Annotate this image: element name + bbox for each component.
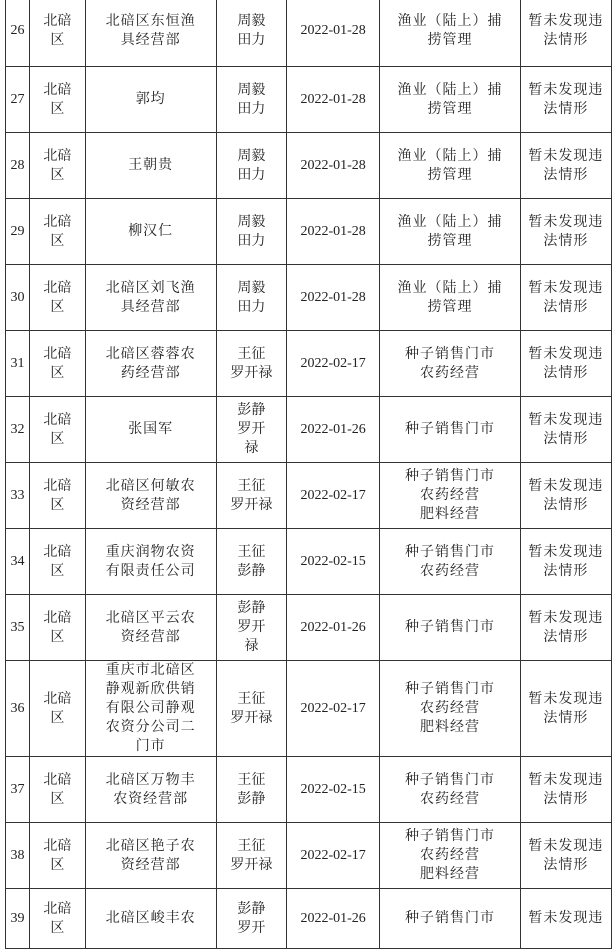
cell-number-text: 35 bbox=[10, 620, 25, 635]
cell-date bbox=[286, 529, 379, 595]
cell-number bbox=[6, 67, 30, 133]
cell-number-text: 30 bbox=[10, 290, 25, 305]
cell-inspection-type-line: 种子销售门市 bbox=[404, 421, 495, 437]
cell-number-text: 29 bbox=[10, 224, 25, 239]
cell-result-line: 法情形 bbox=[543, 31, 589, 48]
cell-date bbox=[286, 265, 379, 331]
cell-date-text: 2022-01-26 bbox=[300, 620, 366, 635]
cell-date bbox=[286, 133, 379, 199]
cell-number bbox=[6, 265, 30, 331]
cell-entity-name-line: 资经营部 bbox=[120, 496, 181, 513]
cell-district-line: 区 bbox=[50, 232, 65, 249]
table-row bbox=[6, 757, 612, 823]
cell-inspectors bbox=[216, 67, 286, 133]
cell-district-line: 北碚 bbox=[43, 837, 72, 854]
cell-district-line: 北碚 bbox=[43, 477, 72, 494]
cell-entity-name bbox=[85, 823, 216, 889]
cell-number bbox=[6, 757, 30, 823]
cell-date-text: 2022-01-28 bbox=[300, 290, 366, 305]
cell-inspectors bbox=[216, 463, 286, 529]
cell-district-line: 区 bbox=[50, 364, 65, 381]
cell-date-text: 2022-01-26 bbox=[300, 422, 366, 437]
cell-inspection-type-line: 农药经营 bbox=[419, 790, 480, 807]
cell-inspection-type-line: 渔业（陆上）捕 bbox=[397, 213, 503, 230]
cell-inspection-type-line: 种子销售门市 bbox=[404, 771, 495, 788]
cell-result-line: 暂未发现违 bbox=[528, 12, 604, 29]
cell-inspectors bbox=[216, 529, 286, 595]
cell-result-line: 法情形 bbox=[543, 562, 589, 579]
table-row bbox=[6, 331, 612, 397]
cell-number-text: 28 bbox=[10, 158, 25, 173]
cell-inspectors-line: 罗开禄 bbox=[230, 496, 273, 513]
cell-entity-name-line: 柳汉仁 bbox=[128, 223, 174, 239]
cell-date bbox=[286, 889, 379, 949]
cell-entity-name-line: 有限公司静观 bbox=[105, 700, 196, 716]
cell-result bbox=[520, 757, 611, 823]
cell-result-line: 法情形 bbox=[543, 364, 589, 381]
cell-entity-name-line: 北碚区刘飞渔 bbox=[105, 279, 196, 296]
cell-district-line: 区 bbox=[50, 166, 65, 183]
cell-result bbox=[520, 823, 611, 889]
table-row bbox=[6, 661, 612, 757]
table-row bbox=[6, 463, 612, 529]
cell-inspection-type-line: 肥料经营 bbox=[419, 719, 480, 735]
table-row bbox=[6, 199, 612, 265]
cell-entity-name-line: 张国军 bbox=[128, 421, 174, 437]
cell-district-line: 北碚 bbox=[43, 213, 72, 230]
cell-number bbox=[6, 0, 30, 67]
cell-district-line: 北碚 bbox=[43, 81, 72, 98]
table-row bbox=[6, 823, 612, 889]
cell-district-line: 北碚 bbox=[43, 279, 72, 296]
cell-date-text: 2022-02-17 bbox=[300, 488, 366, 503]
table-row bbox=[6, 889, 612, 949]
cell-inspection-type-line: 渔业（陆上）捕 bbox=[397, 279, 503, 296]
cell-inspectors-line: 田力 bbox=[237, 100, 266, 117]
cell-inspection-type-line: 农药经营 bbox=[419, 847, 480, 863]
cell-inspectors-line: 田力 bbox=[237, 232, 266, 249]
cell-date-text: 2022-01-28 bbox=[300, 92, 366, 107]
cell-result bbox=[520, 265, 611, 331]
cell-date-text: 2022-02-17 bbox=[300, 356, 366, 371]
cell-inspection-type-line: 捞管理 bbox=[427, 166, 473, 183]
cell-date bbox=[286, 0, 379, 67]
cell-number-text: 36 bbox=[10, 701, 25, 716]
cell-district-line: 区 bbox=[50, 709, 65, 726]
cell-inspection-type-line: 种子销售门市 bbox=[404, 619, 495, 635]
cell-inspection-type bbox=[380, 0, 520, 67]
cell-date-text: 2022-02-15 bbox=[300, 554, 366, 569]
cell-inspectors-line: 彭静 bbox=[237, 900, 266, 917]
cell-inspectors-line: 田力 bbox=[237, 298, 266, 315]
cell-date bbox=[286, 67, 379, 133]
cell-district-line: 区 bbox=[50, 562, 65, 579]
cell-inspectors bbox=[216, 757, 286, 823]
cell-result-line: 暂未发现违 bbox=[528, 477, 604, 494]
cell-inspectors-line: 罗开禄 bbox=[230, 364, 273, 381]
table-row bbox=[6, 0, 612, 67]
cell-number-text: 27 bbox=[10, 92, 25, 107]
cell-inspection-type-line: 渔业（陆上）捕 bbox=[397, 12, 503, 29]
cell-inspection-type bbox=[380, 529, 520, 595]
cell-entity-name-line: 北碚区蓉蓉农 bbox=[105, 345, 196, 362]
cell-result-line: 暂未发现违 bbox=[528, 543, 604, 560]
cell-district bbox=[30, 661, 86, 757]
cell-inspectors bbox=[216, 0, 286, 67]
cell-entity-name-line: 北碚区平云农 bbox=[105, 609, 196, 626]
cell-inspection-type-line: 渔业（陆上）捕 bbox=[397, 81, 503, 98]
cell-district-line: 北碚 bbox=[43, 690, 72, 707]
cell-inspectors-line: 王征 bbox=[237, 837, 266, 854]
cell-inspection-type bbox=[380, 331, 520, 397]
cell-inspectors-line: 周毅 bbox=[237, 279, 266, 296]
cell-inspection-type-line: 种子销售门市 bbox=[404, 910, 495, 926]
cell-number bbox=[6, 661, 30, 757]
cell-entity-name-line: 有限责任公司 bbox=[105, 562, 196, 579]
cell-district bbox=[30, 265, 86, 331]
cell-entity-name bbox=[85, 133, 216, 199]
cell-inspectors bbox=[216, 595, 286, 661]
cell-inspectors bbox=[216, 265, 286, 331]
cell-entity-name bbox=[85, 67, 216, 133]
table-row bbox=[6, 67, 612, 133]
cell-inspection-type-line: 捞管理 bbox=[427, 100, 473, 117]
cell-number-text: 32 bbox=[10, 422, 25, 437]
cell-inspectors-line: 彭静 bbox=[237, 790, 266, 807]
cell-district-line: 北碚 bbox=[43, 609, 72, 626]
cell-district-line: 北碚 bbox=[43, 12, 72, 29]
cell-result-line: 暂未发现违 bbox=[528, 345, 604, 362]
cell-district bbox=[30, 397, 86, 463]
cell-inspectors-line: 彭静 bbox=[237, 600, 266, 616]
cell-inspection-type bbox=[380, 661, 520, 757]
cell-district-line: 北碚 bbox=[43, 345, 72, 362]
cell-result bbox=[520, 595, 611, 661]
cell-date bbox=[286, 397, 379, 463]
cell-inspectors-line: 罗开 bbox=[237, 619, 266, 635]
cell-inspectors-line: 王征 bbox=[237, 771, 266, 788]
table-row bbox=[6, 529, 612, 595]
cell-entity-name-line: 北碚区峻丰农 bbox=[105, 910, 196, 926]
cell-entity-name-line: 门市 bbox=[135, 738, 166, 754]
cell-date-text: 2022-02-17 bbox=[300, 848, 366, 863]
cell-number bbox=[6, 331, 30, 397]
cell-result-line: 法情形 bbox=[543, 166, 589, 183]
cell-result-line: 暂未发现违 bbox=[528, 279, 604, 296]
cell-result-line: 法情形 bbox=[543, 430, 589, 447]
cell-entity-name bbox=[85, 757, 216, 823]
cell-result-line: 暂未发现违 bbox=[528, 690, 604, 707]
cell-inspection-type-line: 农药经营 bbox=[419, 562, 480, 579]
cell-district-line: 区 bbox=[50, 31, 65, 48]
cell-inspection-type bbox=[380, 265, 520, 331]
cell-date bbox=[286, 823, 379, 889]
cell-number-text: 26 bbox=[10, 23, 25, 38]
cell-inspection-type-line: 种子销售门市 bbox=[404, 681, 495, 697]
cell-district-line: 北碚 bbox=[43, 411, 72, 428]
cell-entity-name-line: 重庆润物农资 bbox=[105, 543, 196, 560]
cell-number bbox=[6, 199, 30, 265]
cell-district-line: 区 bbox=[50, 790, 65, 807]
cell-inspectors-line: 罗开禄 bbox=[230, 709, 273, 726]
cell-inspectors-line: 王征 bbox=[237, 477, 266, 494]
cell-district bbox=[30, 529, 86, 595]
cell-entity-name-line: 北碚区何敏农 bbox=[105, 477, 196, 494]
cell-district bbox=[30, 463, 86, 529]
cell-entity-name bbox=[85, 889, 216, 949]
cell-entity-name-line: 农资经营部 bbox=[113, 790, 189, 807]
cell-entity-name bbox=[85, 463, 216, 529]
cell-inspection-type bbox=[380, 757, 520, 823]
cell-inspectors-line: 禄 bbox=[244, 440, 259, 456]
cell-district bbox=[30, 199, 86, 265]
cell-inspectors-line: 罗开禄 bbox=[230, 856, 273, 873]
cell-district-line: 区 bbox=[50, 919, 65, 936]
cell-entity-name bbox=[85, 0, 216, 67]
cell-district bbox=[30, 67, 86, 133]
cell-inspection-type-line: 捞管理 bbox=[427, 298, 473, 315]
cell-inspectors-line: 周毅 bbox=[237, 213, 266, 230]
cell-number bbox=[6, 133, 30, 199]
cell-inspection-type-line: 捞管理 bbox=[427, 232, 473, 249]
cell-entity-name-line: 药经营部 bbox=[120, 364, 181, 381]
cell-inspection-type bbox=[380, 199, 520, 265]
cell-entity-name-line: 北碚区艳子农 bbox=[105, 837, 196, 854]
cell-entity-name bbox=[85, 199, 216, 265]
cell-district bbox=[30, 133, 86, 199]
cell-inspection-type-line: 肥料经营 bbox=[419, 506, 480, 522]
cell-entity-name bbox=[85, 331, 216, 397]
cell-inspectors-line: 王征 bbox=[237, 345, 266, 362]
cell-inspection-type-line: 种子销售门市 bbox=[404, 543, 495, 560]
cell-number-text: 39 bbox=[10, 911, 25, 926]
cell-number bbox=[6, 397, 30, 463]
cell-inspection-type bbox=[380, 463, 520, 529]
cell-inspection-type bbox=[380, 823, 520, 889]
cell-result bbox=[520, 661, 611, 757]
cell-date bbox=[286, 331, 379, 397]
cell-number-text: 31 bbox=[10, 356, 25, 371]
cell-entity-name bbox=[85, 661, 216, 757]
cell-date-text: 2022-01-28 bbox=[300, 158, 366, 173]
cell-date bbox=[286, 463, 379, 529]
cell-inspection-type bbox=[380, 397, 520, 463]
cell-inspection-type-line: 渔业（陆上）捕 bbox=[397, 147, 503, 164]
cell-result-line: 法情形 bbox=[543, 100, 589, 117]
inspection-table bbox=[5, 0, 612, 949]
cell-entity-name-line: 北碚区东恒渔 bbox=[105, 12, 196, 29]
cell-result-line: 暂未发现违 bbox=[528, 771, 604, 788]
cell-result bbox=[520, 529, 611, 595]
cell-number-text: 34 bbox=[10, 554, 25, 569]
table-row bbox=[6, 133, 612, 199]
cell-inspection-type bbox=[380, 889, 520, 949]
cell-result-line: 法情形 bbox=[543, 790, 589, 807]
cell-district-line: 北碚 bbox=[43, 543, 72, 560]
cell-number bbox=[6, 595, 30, 661]
cell-result bbox=[520, 889, 611, 949]
cell-district bbox=[30, 823, 86, 889]
cell-district-line: 北碚 bbox=[43, 900, 72, 917]
cell-inspectors-line: 禄 bbox=[244, 638, 259, 654]
cell-number-text: 38 bbox=[10, 848, 25, 863]
cell-entity-name-line: 王朝贵 bbox=[128, 157, 174, 173]
cell-inspection-type bbox=[380, 595, 520, 661]
cell-inspection-type-line: 肥料经营 bbox=[419, 866, 480, 882]
cell-inspection-type bbox=[380, 67, 520, 133]
cell-inspectors-line: 王征 bbox=[237, 690, 266, 707]
cell-inspectors-line: 王征 bbox=[237, 543, 266, 560]
cell-district bbox=[30, 595, 86, 661]
cell-entity-name-line: 北碚区万物丰 bbox=[105, 771, 196, 788]
cell-entity-name-line: 资经营部 bbox=[120, 628, 181, 645]
cell-inspection-type-line: 种子销售门市 bbox=[404, 828, 495, 844]
cell-entity-name bbox=[85, 595, 216, 661]
cell-inspectors bbox=[216, 823, 286, 889]
cell-district bbox=[30, 889, 86, 949]
cell-district bbox=[30, 757, 86, 823]
cell-result-line: 法情形 bbox=[543, 709, 589, 726]
cell-entity-name-line: 具经营部 bbox=[120, 31, 181, 48]
cell-result-line: 暂未发现违 bbox=[528, 609, 604, 626]
cell-inspectors-line: 周毅 bbox=[237, 147, 266, 164]
cell-district bbox=[30, 331, 86, 397]
cell-district-line: 区 bbox=[50, 628, 65, 645]
cell-inspectors-line: 田力 bbox=[237, 166, 266, 183]
cell-entity-name-line: 重庆市北碚区 bbox=[105, 662, 196, 678]
cell-inspectors bbox=[216, 661, 286, 757]
cell-inspectors-line: 彭静 bbox=[237, 402, 266, 418]
cell-entity-name bbox=[85, 529, 216, 595]
cell-entity-name-line: 郭均 bbox=[135, 91, 166, 107]
cell-inspection-type-line: 捞管理 bbox=[427, 31, 473, 48]
cell-result bbox=[520, 331, 611, 397]
cell-date bbox=[286, 757, 379, 823]
cell-result-line: 法情形 bbox=[543, 298, 589, 315]
cell-district bbox=[30, 0, 86, 67]
cell-result bbox=[520, 199, 611, 265]
cell-date-text: 2022-01-28 bbox=[300, 224, 366, 239]
cell-result-line: 暂未发现违 bbox=[528, 81, 604, 98]
cell-entity-name-line: 农资分公司二 bbox=[105, 719, 196, 735]
cell-inspectors bbox=[216, 199, 286, 265]
cell-result-line: 法情形 bbox=[543, 856, 589, 873]
inspection-table-body bbox=[6, 0, 612, 949]
cell-inspection-type-line: 农药经营 bbox=[419, 364, 480, 381]
cell-inspectors-line: 田力 bbox=[237, 31, 266, 48]
cell-result-line: 暂未发现违 bbox=[528, 147, 604, 164]
cell-inspectors-line: 周毅 bbox=[237, 12, 266, 29]
cell-number bbox=[6, 889, 30, 949]
cell-number-text: 37 bbox=[10, 782, 25, 797]
table-row bbox=[6, 397, 612, 463]
cell-district-line: 区 bbox=[50, 856, 65, 873]
cell-number-text: 33 bbox=[10, 488, 25, 503]
cell-result-line: 法情形 bbox=[543, 628, 589, 645]
cell-date bbox=[286, 595, 379, 661]
cell-inspection-type-line: 农药经营 bbox=[419, 700, 480, 716]
cell-result bbox=[520, 0, 611, 67]
cell-date bbox=[286, 661, 379, 757]
table-row bbox=[6, 595, 612, 661]
cell-district-line: 区 bbox=[50, 430, 65, 447]
cell-result-line: 法情形 bbox=[543, 496, 589, 513]
cell-inspectors-line: 彭静 bbox=[237, 562, 266, 579]
cell-date-text: 2022-01-28 bbox=[300, 23, 366, 38]
cell-entity-name-line: 资经营部 bbox=[120, 856, 181, 873]
cell-inspectors bbox=[216, 331, 286, 397]
cell-inspection-type bbox=[380, 133, 520, 199]
cell-inspectors-line: 罗开 bbox=[237, 919, 266, 936]
cell-inspectors bbox=[216, 133, 286, 199]
cell-date-text: 2022-02-15 bbox=[300, 782, 366, 797]
cell-entity-name bbox=[85, 265, 216, 331]
cell-result-line: 暂未发现违 bbox=[528, 837, 604, 854]
cell-date bbox=[286, 199, 379, 265]
cell-result-line: 暂未发现违 bbox=[528, 411, 604, 428]
cell-entity-name bbox=[85, 397, 216, 463]
document-page bbox=[5, 0, 613, 936]
cell-inspection-type-line: 种子销售门市 bbox=[404, 468, 495, 484]
cell-district-line: 北碚 bbox=[43, 771, 72, 788]
cell-number bbox=[6, 463, 30, 529]
cell-date-text: 2022-01-26 bbox=[300, 911, 366, 926]
cell-result bbox=[520, 67, 611, 133]
cell-result bbox=[520, 463, 611, 529]
cell-result-line: 暂未发现违 bbox=[528, 910, 604, 926]
cell-inspection-type-line: 种子销售门市 bbox=[404, 345, 495, 362]
table-row bbox=[6, 265, 612, 331]
cell-district-line: 北碚 bbox=[43, 147, 72, 164]
cell-entity-name-line: 静观新欣供销 bbox=[105, 681, 196, 697]
cell-result-line: 暂未发现违 bbox=[528, 213, 604, 230]
cell-number bbox=[6, 823, 30, 889]
cell-inspectors-line: 罗开 bbox=[237, 421, 266, 437]
cell-result bbox=[520, 133, 611, 199]
cell-district-line: 区 bbox=[50, 100, 65, 117]
cell-inspection-type-line: 农药经营 bbox=[419, 487, 480, 503]
cell-result-line: 法情形 bbox=[543, 232, 589, 249]
cell-inspectors bbox=[216, 889, 286, 949]
cell-inspectors-line: 周毅 bbox=[237, 81, 266, 98]
cell-result bbox=[520, 397, 611, 463]
cell-district-line: 区 bbox=[50, 298, 65, 315]
cell-entity-name-line: 具经营部 bbox=[120, 298, 181, 315]
cell-date-text: 2022-02-17 bbox=[300, 701, 366, 716]
cell-number bbox=[6, 529, 30, 595]
cell-district-line: 区 bbox=[50, 496, 65, 513]
cell-inspectors bbox=[216, 397, 286, 463]
